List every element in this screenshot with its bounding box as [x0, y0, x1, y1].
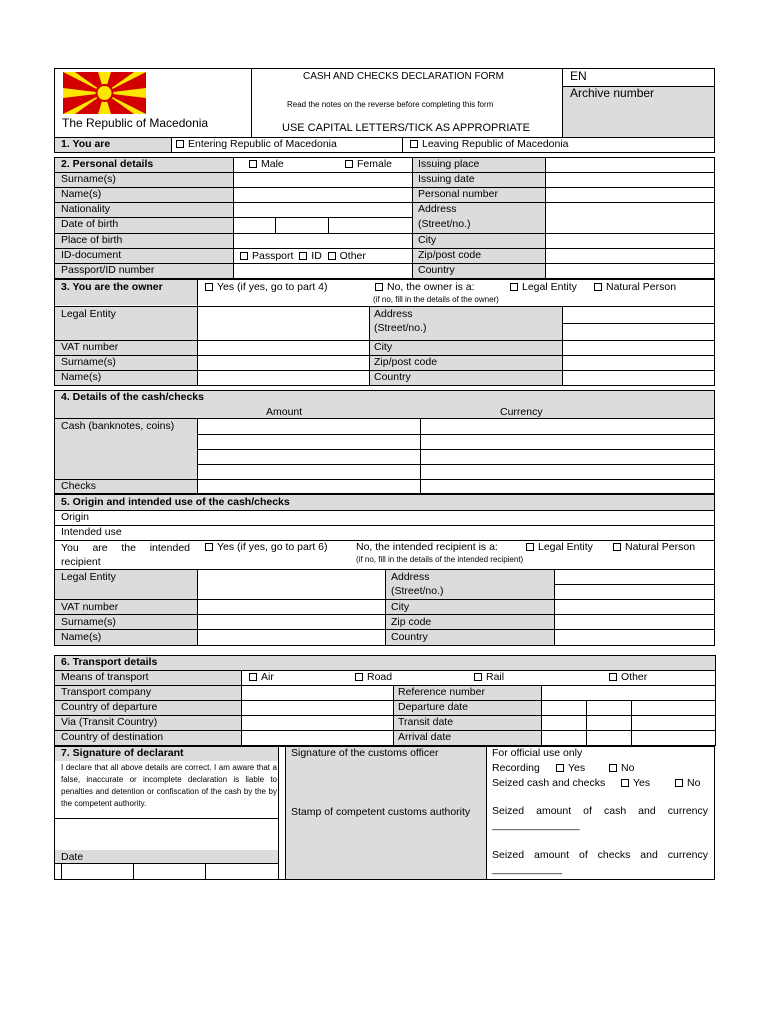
checks-label: Checks [61, 480, 97, 492]
road-checkbox[interactable]: Road [355, 671, 392, 684]
officer-signature-label: Signature of the customs officer [291, 747, 439, 759]
arrival-date-label: Arrival date [398, 731, 452, 743]
recipient-surnames-label: Surname(s) [61, 616, 116, 628]
intended-use-label: Intended use [61, 526, 122, 538]
checkbox-icon[interactable] [205, 283, 213, 291]
country-name: The Republic of Macedonia [62, 116, 209, 130]
checkbox-icon[interactable] [375, 283, 383, 291]
owner-surnames-label: Surname(s) [61, 356, 116, 368]
recipient-natural-person-checkbox[interactable]: Natural Person [613, 541, 695, 554]
checkbox-icon[interactable] [205, 543, 213, 551]
recipient-street-label: (Street/no.) [391, 585, 444, 597]
checkbox-icon[interactable] [240, 252, 248, 260]
origin-label: Origin [61, 511, 90, 523]
recipient-note: (if no, fill in the details of the intended recipient) [356, 555, 524, 564]
checkbox-icon[interactable] [621, 779, 629, 787]
checkbox-icon[interactable] [609, 673, 617, 681]
recipient-question: You are the intended recipient [61, 542, 190, 568]
recipient-names-label: Name(s) [61, 631, 102, 643]
issuing-date-label: Issuing date [418, 173, 475, 185]
checkbox-icon[interactable] [526, 543, 534, 551]
personal-number-label: Personal number [418, 188, 498, 200]
dob-label: Date of birth [61, 218, 119, 230]
departure-date-label: Departure date [398, 701, 469, 713]
archive-number-label: Archive number [570, 86, 655, 100]
male-checkbox[interactable]: Male [249, 158, 284, 171]
seized-cash-line[interactable]: _______________ [492, 819, 580, 831]
owner-natural-person-checkbox[interactable]: Natural Person [594, 281, 676, 294]
female-checkbox[interactable]: Female [345, 158, 392, 171]
recording-no-checkbox[interactable]: No [609, 762, 634, 775]
macedonia-flag [63, 72, 146, 114]
zip-label: Zip/post code [418, 249, 482, 261]
air-checkbox[interactable]: Air [249, 671, 274, 684]
seized-cash-label: Seized amount of cash and currency [492, 805, 708, 817]
passport-number-label: Passport/ID number [61, 264, 155, 276]
recipient-legal-entity-checkbox[interactable]: Legal Entity [526, 541, 593, 554]
leaving-checkbox[interactable]: Leaving Republic of Macedonia [410, 138, 569, 151]
city-label: City [418, 234, 437, 246]
recipient-no-text: No, the intended recipient is a: [356, 541, 498, 553]
means-label: Means of transport [61, 671, 149, 683]
nationality-label: Nationality [61, 203, 111, 215]
seized-no-checkbox[interactable]: No [675, 777, 700, 790]
owner-legal-entity-checkbox[interactable]: Legal Entity [510, 281, 577, 294]
language-code: EN [570, 69, 587, 83]
reference-label: Reference number [398, 686, 485, 698]
owner-zip-label: Zip/post code [374, 356, 438, 368]
passport-checkbox[interactable]: Passport [240, 250, 293, 262]
recipient-yes-checkbox[interactable]: Yes (if yes, go to part 6) [205, 541, 328, 554]
owner-yes-checkbox[interactable]: Yes (if yes, go to part 4) [205, 281, 328, 294]
checkbox-icon[interactable] [613, 543, 621, 551]
checkbox-icon[interactable] [249, 160, 257, 168]
declaration-text: I declare that all above details are correct. I am aware that a false, inaccurate or incomplete declaration is liable to penalties and detention or confiscation of the cash by the by the competent authority. [61, 763, 277, 808]
owner-no-checkbox[interactable]: No, the owner is a: [375, 281, 475, 294]
checkbox-icon[interactable] [675, 779, 683, 787]
owner-city-label: City [374, 341, 393, 353]
checkbox-icon[interactable] [474, 673, 482, 681]
departure-country-label: Country of departure [61, 701, 158, 713]
other-checkbox[interactable]: Other [328, 250, 366, 262]
transit-date-label: Transit date [398, 716, 454, 728]
issuing-place-label: Issuing place [418, 158, 480, 170]
owner-country-label: Country [374, 371, 411, 383]
seized-checks-line[interactable]: ____________ [492, 863, 563, 875]
section-7-title: 7. Signature of declarant [61, 747, 184, 759]
recipient-legal-entity-label: Legal Entity [61, 571, 116, 583]
checkbox-icon[interactable] [299, 252, 307, 260]
checkbox-icon[interactable] [410, 140, 418, 148]
section-5-title: 5. Origin and intended use of the cash/checks [61, 496, 290, 508]
company-label: Transport company [61, 686, 152, 698]
checkbox-icon[interactable] [556, 764, 564, 772]
checkbox-icon[interactable] [355, 673, 363, 681]
form-title: CASH AND CHECKS DECLARATION FORM [303, 71, 504, 82]
owner-note: (if no, fill in the details of the owner) [373, 295, 499, 304]
rail-checkbox[interactable]: Rail [474, 671, 504, 684]
checkbox-icon[interactable] [594, 283, 602, 291]
names-label: Name(s) [61, 188, 102, 200]
cash-label: Cash (banknotes, coins) [61, 420, 175, 432]
owner-street-label: (Street/no.) [374, 322, 427, 334]
recipient-zip-label: Zip code [391, 616, 432, 628]
checkbox-icon[interactable] [249, 673, 257, 681]
checkbox-icon[interactable] [328, 252, 336, 260]
id-checkbox[interactable]: ID [299, 250, 322, 262]
id-doc-options [240, 250, 366, 263]
street-label: (Street/no.) [418, 218, 471, 230]
official-use-label: For official use only [492, 747, 583, 759]
pob-label: Place of birth [61, 234, 123, 246]
address-label: Address [418, 203, 457, 215]
amount-header: Amount [266, 406, 303, 418]
owner-address-label: Address [374, 308, 413, 320]
recording-label: Recording [492, 762, 540, 774]
country-label: Country [418, 264, 455, 276]
entering-checkbox[interactable]: Entering Republic of Macedonia [176, 138, 337, 151]
section-2-title: 2. Personal details [61, 158, 154, 170]
section-6-title: 6. Transport details [61, 656, 158, 668]
currency-header: Currency [500, 406, 543, 418]
stamp-label: Stamp of competent customs authority [291, 806, 471, 818]
owner-vat-label: VAT number [61, 341, 119, 353]
owner-names-label: Name(s) [61, 371, 102, 383]
via-label: Via (Transit Country) [61, 716, 158, 728]
checkbox-icon[interactable] [510, 283, 518, 291]
section-1-title: 1. You are [61, 138, 111, 150]
seized-yes-checkbox[interactable]: Yes [621, 777, 650, 790]
destination-label: Country of destination [61, 731, 164, 743]
surnames-label: Surname(s) [61, 173, 116, 185]
recipient-address-label: Address [391, 571, 430, 583]
date-label: Date [61, 851, 84, 863]
id-document-label: ID-document [61, 249, 122, 261]
recipient-country-label: Country [391, 631, 428, 643]
owner-legal-entity-label: Legal Entity [61, 308, 116, 320]
recipient-vat-label: VAT number [61, 601, 119, 613]
checkbox-icon[interactable] [176, 140, 184, 148]
checkbox-icon[interactable] [609, 764, 617, 772]
transport-other-checkbox[interactable]: Other [609, 671, 647, 684]
seized-checks-label: Seized amount of checks and currency [492, 849, 708, 861]
seized-label: Seized cash and checks [492, 777, 606, 789]
recipient-city-label: City [391, 601, 410, 613]
section-3-title: 3. You are the owner [61, 281, 163, 293]
checkbox-icon[interactable] [345, 160, 353, 168]
section-4-title: 4. Details of the cash/checks [61, 391, 204, 403]
instruction-text: USE CAPITAL LETTERS/TICK AS APPROPRIATE [282, 122, 530, 134]
notes-text: Read the notes on the reverse before completing this form [287, 100, 494, 109]
recording-yes-checkbox[interactable]: Yes [556, 762, 585, 775]
